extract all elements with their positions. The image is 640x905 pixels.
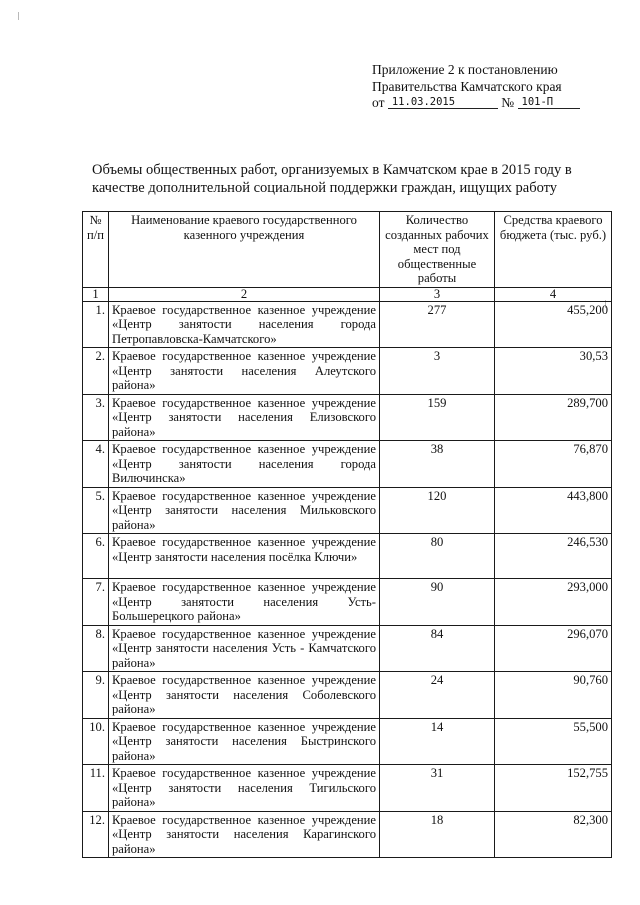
jobs-count: 90 (380, 579, 495, 626)
row-number: 6. (83, 534, 109, 579)
table-row (83, 625, 612, 672)
document-title: Объемы общественных работ, организуемых в Камчатском крае в 2015 году в качестве дополнительной социальной поддержки граждан, ищущих работу (92, 162, 572, 196)
table-body (83, 301, 612, 858)
budget-amount: 152,755 (495, 765, 612, 812)
budget-amount: 82,300 (495, 811, 612, 858)
table-row (83, 672, 612, 719)
header-institution-name: Наименование краевого государственного казенного учреждения (109, 212, 380, 288)
jobs-count: 14 (380, 718, 495, 765)
institution-name: Краевое государственное казенное учреждение «Центр занятости населения Усть-Большерецкого района» (109, 579, 380, 626)
budget-amount: 455,200 (495, 301, 612, 348)
institution-name: Краевое государственное казенное учреждение «Центр занятости населения посёлка Ключи» (109, 534, 380, 579)
table-header-row (83, 212, 612, 288)
row-number: 10. (83, 718, 109, 765)
jobs-count: 24 (380, 672, 495, 719)
column-number: 1 (83, 287, 109, 301)
table-row (83, 441, 612, 488)
budget-amount: 246,530 (495, 534, 612, 579)
budget-amount: 30,53 (495, 348, 612, 395)
column-number: 3 (380, 287, 495, 301)
row-number: 12. (83, 811, 109, 858)
jobs-count: 3 (380, 348, 495, 395)
jobs-count: 38 (380, 441, 495, 488)
row-number: 1. (83, 301, 109, 348)
number-sign: № (501, 95, 515, 110)
jobs-count: 31 (380, 765, 495, 812)
table-row (83, 348, 612, 395)
institution-name: Краевое государственное казенное учреждение «Центр занятости населения Соболевского района» (109, 672, 380, 719)
row-number: 11. (83, 765, 109, 812)
budget-amount: 289,700 (495, 394, 612, 441)
table-row (83, 765, 612, 812)
institution-name: Краевое государственное казенное учреждение «Центр занятости населения Тигильского района» (109, 765, 380, 812)
budget-amount: 296,070 (495, 625, 612, 672)
budget-amount: 90,760 (495, 672, 612, 719)
table-row (83, 394, 612, 441)
resolution-date: 11.03.2015 (388, 96, 498, 109)
institution-name: Краевое государственное казенное учреждение «Центр занятости населения Алеутского района» (109, 348, 380, 395)
public-works-table (82, 211, 612, 858)
appendix-line-1: Приложение 2 к постановлению (372, 62, 558, 77)
row-number: 3. (83, 394, 109, 441)
table-row (83, 811, 612, 858)
institution-name: Краевое государственное казенное учреждение «Центр занятости населения Мильковского района» (109, 487, 380, 534)
budget-amount: 76,870 (495, 441, 612, 488)
column-number: 4 (495, 287, 612, 301)
header-regional-budget: Средства краевого бюджета (тыс. руб.) (495, 212, 612, 288)
appendix-date-line (372, 95, 612, 112)
institution-name: Краевое государственное казенное учреждение «Центр занятости населения Карагинского района» (109, 811, 380, 858)
jobs-count: 84 (380, 625, 495, 672)
column-number: 2 (109, 287, 380, 301)
jobs-count: 18 (380, 811, 495, 858)
resolution-number: 101-П (518, 96, 580, 109)
row-number: 5. (83, 487, 109, 534)
from-label: от (372, 95, 385, 110)
institution-name: Краевое государственное казенное учреждение «Центр занятости населения Елизовского района» (109, 394, 380, 441)
table-row (83, 487, 612, 534)
budget-amount: 443,800 (495, 487, 612, 534)
institution-name: Краевое государственное казенное учреждение «Центр занятости населения Быстринского района» (109, 718, 380, 765)
jobs-count: 80 (380, 534, 495, 579)
budget-amount: 55,500 (495, 718, 612, 765)
appendix-line-2: Правительства Камчатского края (372, 78, 562, 94)
jobs-count: 277 (380, 301, 495, 348)
institution-name: Краевое государственное казенное учреждение «Центр занятости населения Усть - Камчатского района» (109, 625, 380, 672)
header-row-number: № п/п (83, 212, 109, 288)
table-row (83, 301, 612, 348)
row-number: 8. (83, 625, 109, 672)
table-row (83, 718, 612, 765)
row-number: 7. (83, 579, 109, 626)
scan-artifact-mark (18, 12, 19, 20)
row-number: 2. (83, 348, 109, 395)
row-number: 9. (83, 672, 109, 719)
jobs-count: 159 (380, 394, 495, 441)
budget-amount: 293,000 (495, 579, 612, 626)
header-jobs-count: Количество созданных рабочих мест под общественные работы (380, 212, 495, 288)
table-row (83, 534, 612, 579)
institution-name: Краевое государственное казенное учреждение «Центр занятости населения города Петропавловска-Камчатского» (109, 301, 380, 348)
column-numbers-row (83, 287, 612, 301)
institution-name: Краевое государственное казенное учреждение «Центр занятости населения города Вилючинска» (109, 441, 380, 488)
jobs-count: 120 (380, 487, 495, 534)
appendix-block (372, 62, 612, 112)
table-row (83, 579, 612, 626)
row-number: 4. (83, 441, 109, 488)
